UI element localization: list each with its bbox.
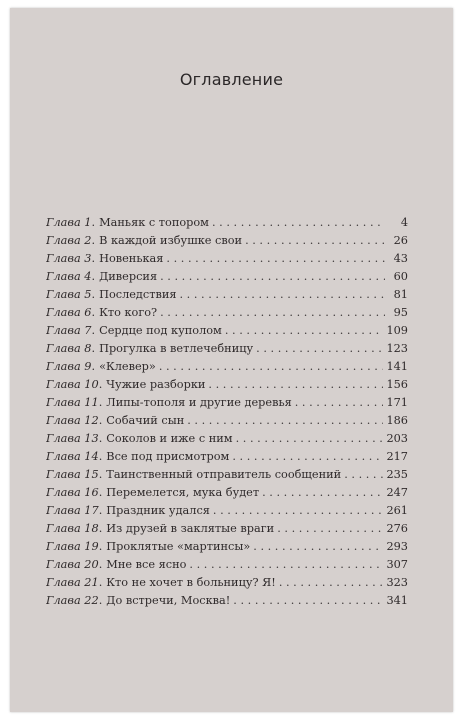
page-number: 217: [386, 450, 408, 463]
page-number: 307: [386, 558, 408, 571]
chapter-separator: .: [98, 414, 103, 427]
chapter-title: Праздник удался: [106, 504, 210, 517]
page-number: 171: [386, 396, 408, 409]
chapter-number: Глава 4: [46, 270, 92, 283]
chapter-title: Проклятые «мартинсы»: [106, 540, 251, 553]
dot-leader: [233, 592, 383, 610]
page-number: 261: [386, 504, 408, 517]
chapter-separator: .: [98, 468, 103, 481]
chapter-separator: .: [98, 540, 103, 553]
chapter-number: Глава 2: [46, 234, 92, 247]
chapter-separator: .: [91, 360, 96, 373]
chapter-title: Сердце под куполом: [99, 324, 222, 337]
chapter-number: Глава 20: [46, 558, 99, 571]
dot-leader: [187, 412, 383, 430]
dot-leader: [166, 250, 385, 268]
chapter-separator: .: [91, 270, 96, 283]
toc-entry: [46, 574, 408, 592]
toc-entry: [46, 286, 408, 304]
page-number: 60: [393, 270, 408, 283]
chapter-number: Глава 19: [46, 540, 99, 553]
chapter-separator: .: [91, 342, 96, 355]
chapter-separator: .: [98, 504, 103, 517]
chapter-separator: .: [91, 216, 96, 229]
chapter-number: Глава 9: [46, 360, 92, 373]
page-number: 235: [386, 468, 408, 481]
toc-entry: [46, 304, 408, 322]
dot-leader: [236, 430, 384, 448]
chapter-separator: .: [91, 306, 96, 319]
toc-entry: [46, 484, 408, 502]
chapter-title: До встречи, Москва!: [106, 594, 231, 607]
page-number: 4: [400, 216, 408, 229]
dot-leader: [212, 214, 385, 232]
dot-leader: [213, 502, 384, 520]
chapter-number: Глава 18: [46, 522, 99, 535]
chapter-separator: .: [91, 252, 96, 265]
page-number: 26: [393, 234, 408, 247]
page-number: 109: [386, 324, 408, 337]
page-number: 293: [386, 540, 408, 553]
chapter-title: Диверсия: [99, 270, 158, 283]
chapter-title: Кто кого?: [99, 306, 158, 319]
chapter-separator: .: [91, 234, 96, 247]
dot-leader: [232, 448, 383, 466]
chapter-number: Глава 10: [46, 378, 99, 391]
chapter-title: Маньяк с топором: [99, 216, 209, 229]
toc-entry: [46, 394, 408, 412]
toc-entry: [46, 250, 408, 268]
toc-entry: [46, 376, 408, 394]
dot-leader: [189, 556, 383, 574]
chapter-separator: .: [98, 450, 103, 463]
chapter-number: Глава 6: [46, 306, 92, 319]
dot-leader: [256, 340, 383, 358]
toc-entry: [46, 502, 408, 520]
chapter-separator: .: [98, 594, 103, 607]
chapter-number: Глава 7: [46, 324, 92, 337]
toc-entry: [46, 322, 408, 340]
chapter-separator: .: [98, 558, 103, 571]
page-number: 323: [386, 576, 408, 589]
dot-leader: [253, 538, 383, 556]
chapter-title: Таинственный отправитель сообщений: [106, 468, 342, 481]
chapter-title: Мне все ясно: [106, 558, 187, 571]
dot-leader: [179, 286, 385, 304]
chapter-separator: .: [91, 288, 96, 301]
toc-entry: [46, 448, 408, 466]
page-number: 81: [393, 288, 408, 301]
toc-entry: [46, 520, 408, 538]
chapter-title: «Клевер»: [99, 360, 156, 373]
chapter-title: Собачий сын: [106, 414, 185, 427]
chapter-title: Из друзей в заклятые враги: [106, 522, 275, 535]
chapter-number: Глава 5: [46, 288, 92, 301]
chapter-number: Глава 12: [46, 414, 99, 427]
page-number: 95: [393, 306, 408, 319]
toc-entry: [46, 592, 408, 610]
chapter-separator: .: [91, 324, 96, 337]
chapter-number: Глава 3: [46, 252, 92, 265]
chapter-separator: .: [98, 432, 103, 445]
toc-entry: [46, 268, 408, 286]
chapter-separator: .: [98, 486, 103, 499]
chapter-title: Все под присмотром: [106, 450, 230, 463]
page-number: 341: [386, 594, 408, 607]
toc-entry: [46, 430, 408, 448]
toc-entry: [46, 340, 408, 358]
toc-entry: [46, 232, 408, 250]
chapter-title: В каждой избушке свои: [99, 234, 243, 247]
dot-leader: [279, 574, 384, 592]
chapter-number: Глава 1: [46, 216, 92, 229]
table-of-contents: [46, 214, 408, 610]
chapter-number: Глава 15: [46, 468, 99, 481]
chapter-number: Глава 8: [46, 342, 92, 355]
chapter-title: Кто не хочет в больницу? Я!: [106, 576, 276, 589]
dot-leader: [277, 520, 383, 538]
chapter-number: Глава 14: [46, 450, 99, 463]
chapter-separator: .: [98, 576, 103, 589]
toc-entry: [46, 358, 408, 376]
page-number: 123: [386, 342, 408, 355]
page-number: 156: [386, 378, 408, 391]
dot-leader: [160, 268, 385, 286]
page-number: 203: [386, 432, 408, 445]
chapter-title: Новенькая: [99, 252, 164, 265]
chapter-title: Соколов и иже с ним: [106, 432, 233, 445]
dot-leader: [245, 232, 385, 250]
dot-leader: [295, 394, 384, 412]
page-number: 247: [386, 486, 408, 499]
chapter-number: Глава 22: [46, 594, 99, 607]
chapter-title: Чужие разборки: [106, 378, 206, 391]
chapter-title: Липы-тополя и другие деревья: [106, 396, 292, 409]
page-number: 276: [386, 522, 408, 535]
dot-leader: [262, 484, 383, 502]
chapter-separator: .: [98, 396, 103, 409]
page-title: Оглавление: [179, 70, 284, 89]
page-number: 141: [386, 360, 408, 373]
page-number: 43: [393, 252, 408, 265]
chapter-number: Глава 17: [46, 504, 99, 517]
chapter-separator: .: [98, 378, 103, 391]
toc-entry: [46, 556, 408, 574]
chapter-number: Глава 13: [46, 432, 99, 445]
toc-entry: [46, 466, 408, 484]
dot-leader: [160, 304, 385, 322]
chapter-title: Прогулка в ветлечебницу: [99, 342, 254, 355]
dot-leader: [159, 358, 384, 376]
chapter-number: Глава 21: [46, 576, 99, 589]
chapter-number: Глава 11: [46, 396, 99, 409]
page-number: 186: [386, 414, 408, 427]
dot-leader: [225, 322, 384, 340]
chapter-number: Глава 16: [46, 486, 99, 499]
toc-entry: [46, 214, 408, 232]
chapter-title: Последствия: [99, 288, 177, 301]
book-page: [10, 8, 453, 712]
dot-leader: [344, 466, 383, 484]
dot-leader: [208, 376, 383, 394]
toc-entry: [46, 538, 408, 556]
chapter-title: Перемелется, мука будет: [106, 486, 260, 499]
chapter-separator: .: [98, 522, 103, 535]
toc-entry: [46, 412, 408, 430]
